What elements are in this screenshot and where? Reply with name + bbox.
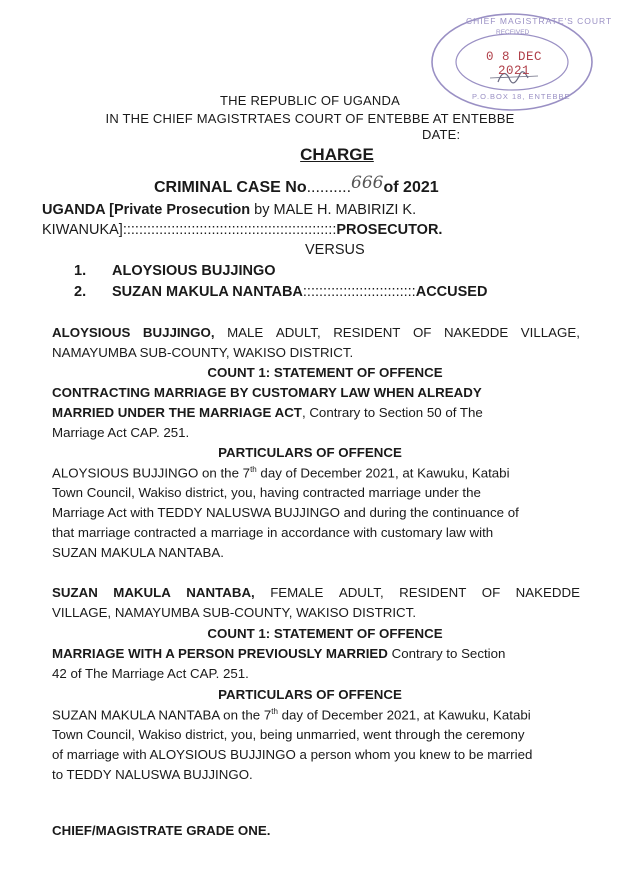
count2-offence-line-1 — [52, 646, 505, 661]
desc-word: RESIDENT — [333, 325, 401, 340]
particulars-text: SUZAN MAKULA NANTABA on the 7 — [52, 707, 272, 723]
case-prefix: CRIMINAL CASE No — [154, 179, 307, 196]
count1-statement-heading: COUNT 1: STATEMENT OF OFFENCE — [207, 365, 443, 380]
prosecutor-label: PROSECUTOR. — [336, 222, 443, 238]
magistrate-signature-line: CHIEF/MAGISTRATE GRADE ONE. — [52, 823, 271, 838]
count2-statement-heading: COUNT 1: STATEMENT OF OFFENCE — [207, 626, 443, 641]
accused-2-line — [112, 284, 487, 300]
count1-particulars-line-5: SUZAN MAKULA NANTABA. — [52, 545, 224, 560]
count1-particulars-line-4: that marriage contracted a marriage in accordance with customary law with — [52, 525, 494, 540]
offence-rest: Contrary to Section — [387, 646, 506, 661]
desc-word: NAKEDDE — [515, 585, 580, 600]
particulars-text: day of December 2021, at Kawuku, Katabi — [256, 465, 510, 481]
offence-rest: , Contrary to Section 50 of The — [301, 405, 483, 420]
desc-word: RESIDENT — [399, 585, 467, 600]
count1-particulars-line-2: Town Council, Wakiso district, you, having contracted marriage under the — [52, 485, 481, 500]
count2-offence-line-2: 42 of The Marriage Act CAP. 251. — [52, 666, 249, 681]
count2-particulars-line-2: Town Council, Wakiso district, you, being unmarried, went through the ceremony — [52, 727, 525, 742]
document-title: CHARGE — [300, 145, 374, 164]
offence-bold: MARRIED UNDER THE MARRIAGE ACT — [52, 405, 302, 420]
accused-1-name: ALOYSIOUS BUJJINGO — [112, 263, 276, 279]
accused-2-dots: :::::::::::::::::::::::::::: — [302, 284, 416, 300]
republic-heading: THE REPUBLIC OF UGANDA — [220, 93, 400, 108]
ordinal-suffix: th — [271, 707, 278, 716]
desc-word: FEMALE — [270, 585, 324, 600]
desc-word: SUZAN — [52, 585, 98, 600]
prosecutor-name: KIWANUKA]: — [42, 222, 127, 238]
count1-accused-description — [52, 325, 580, 340]
count1-offence-line-3: Marriage Act CAP. 251. — [52, 425, 190, 440]
stamp-address: P.O.BOX 18, ENTEBBE — [472, 92, 571, 101]
count1-offence-line-2 — [52, 405, 483, 420]
desc-word: ALOYSIOUS — [52, 325, 131, 340]
count1-particulars-line-1 — [52, 465, 510, 480]
desc-word: OF — [412, 325, 432, 340]
stamp-received-label: RECEIVED — [496, 29, 530, 36]
desc-word: BUJJINGO, — [142, 325, 215, 340]
desc-word: MALE — [227, 325, 264, 340]
case-suffix: of 2021 — [383, 179, 439, 196]
case-number: 666 — [351, 173, 384, 193]
desc-word: ADULT, — [338, 585, 384, 600]
offence-bold: MARRIAGE WITH A PERSON PREVIOUSLY MARRIED — [52, 646, 388, 661]
prosecutor-dots: :::::::::::::::::::::::::::::::::::::::::::::::::::: — [126, 222, 337, 238]
stamp-date: 0 8 DEC 2021 — [485, 50, 542, 78]
date-label: DATE: — [422, 127, 461, 142]
count2-particulars-line-4: to TEDDY NALUSWA BUJJINGO. — [52, 767, 253, 782]
case-number-line — [154, 173, 439, 197]
accused-label: ACCUSED — [415, 284, 488, 300]
count1-particulars-line-3: Marriage Act with TEDDY NALUSWA BUJJINGO and during the continuance of — [52, 505, 519, 520]
prosecution-line — [42, 202, 416, 218]
prosecutor-line — [42, 222, 442, 238]
count1-particulars-heading: PARTICULARS OF OFFENCE — [218, 445, 402, 460]
count2-particulars-line-1 — [52, 707, 531, 722]
case-dots: .......... — [306, 179, 352, 196]
accused-2-name: SUZAN MAKULA NANTABA — [112, 284, 303, 300]
desc-word: OF — [481, 585, 501, 600]
count2-particulars-line-3: of marriage with ALOYSIOUS BUJJINGO a person whom you knew to be married — [52, 747, 533, 762]
count2-accused-location: VILLAGE, NAMAYUMBA SUB-COUNTY, WAKISO DISTRICT. — [52, 605, 417, 620]
desc-word: NANTABA, — [186, 585, 255, 600]
desc-word: VILLAGE, — [520, 325, 580, 340]
count1-offence-line-1: CONTRACTING MARRIAGE BY CUSTOMARY LAW WHEN ALREADY — [52, 385, 482, 400]
desc-word: NAKEDDE — [443, 325, 509, 340]
ordinal-suffix: th — [250, 465, 257, 474]
desc-word: ADULT, — [275, 325, 321, 340]
count1-accused-location: NAMAYUMBA SUB-COUNTY, WAKISO DISTRICT. — [52, 345, 354, 360]
court-heading: IN THE CHIEF MAGISTRTAES COURT OF ENTEBBE AT ENTEBBE — [105, 111, 515, 126]
versus-label: VERSUS — [305, 242, 365, 258]
prosecution-bold: UGANDA [Private Prosecution — [42, 202, 251, 218]
accused-1-number: 1. — [74, 263, 87, 279]
stamp-court-name: CHIEF MAGISTRATE'S COURT — [466, 16, 613, 26]
particulars-text: day of December 2021, at Kawuku, Katabi — [277, 707, 531, 723]
count2-particulars-heading: PARTICULARS OF OFFENCE — [218, 687, 402, 702]
particulars-text: ALOYSIOUS BUJJINGO on the 7 — [52, 465, 251, 481]
prosecution-rest: by MALE H. MABIRIZI K. — [250, 202, 417, 218]
count2-accused-description — [52, 585, 580, 600]
desc-word: MAKULA — [113, 585, 171, 600]
accused-2-number: 2. — [74, 284, 87, 300]
